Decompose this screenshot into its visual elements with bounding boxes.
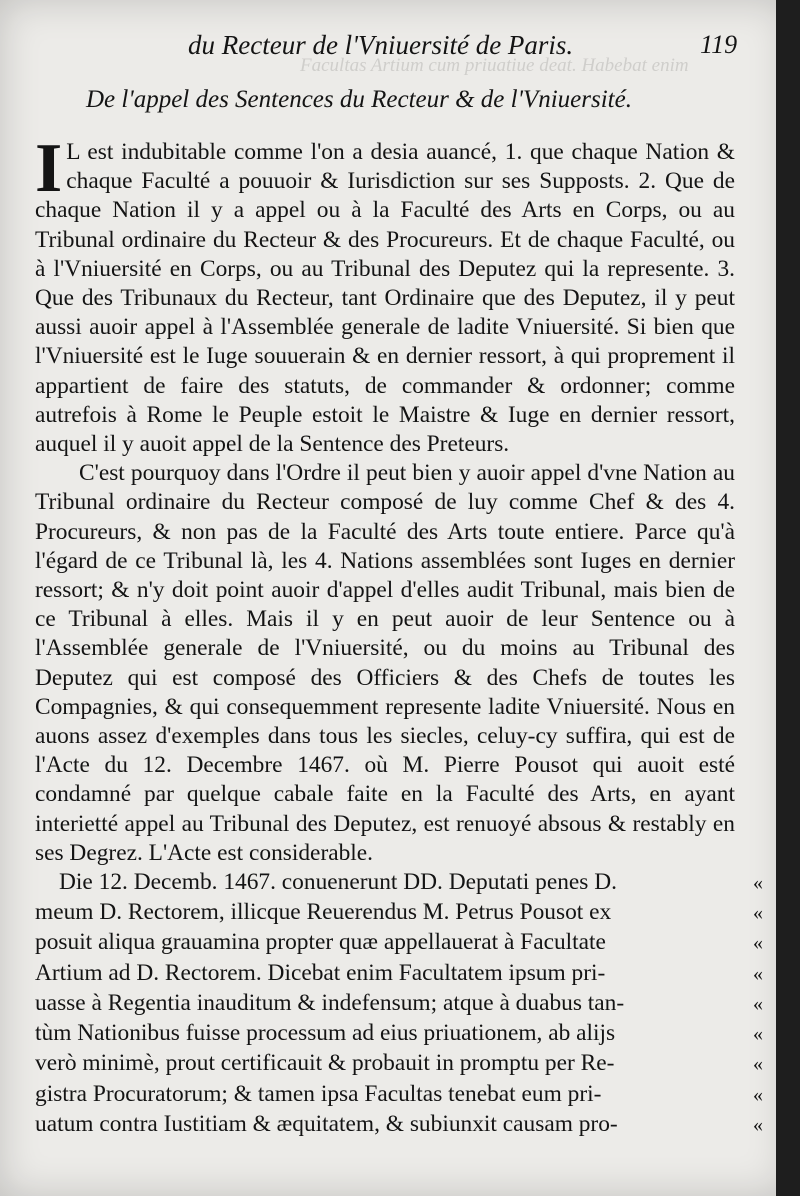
latin-line: posuit aliqua grauamina propter quæ appellauerat à Facultate « <box>35 928 763 958</box>
quote-mark: « <box>753 932 763 955</box>
bleed-through-text: Facultas Artium cum priuatiue deat. Habebat enim <box>300 55 689 76</box>
paragraph-2: C'est pourquoy dans l'Ordre il peut bien y auoir appel d'vne Nation au Tribunal ordinaire du Recteur composé de luy comme Chef & des 4. Procureurs, & non pas de la Faculté des Arts toute entiere. Parce qu'à l'égard de ce Tribunal là, les 4. Nations assemblées sont Iuges en dernier ressort; & n'y doit point auoir d'appel d'elles audit Tribunal, mais bien de ce Tribunal à elles. Mais il y en peut auoir de leur Sentence ou à l'Assemblée generale de l'Vniuersité, ou du moins au Tribunal des Deputez qui est composé des Officiers & des Chefs de toutes les Compagnies, & qui consequemment represente ladite Vniuersité. Nous en auons assez d'exemples dans tous les siecles, celuy-cy suffira, qui est de l'Acte du 12. Decembre 1467. où M. Pierre Pousot qui auoit esté condamné par quelque cabale faite en la Faculté des Arts, en ayant interietté appel au Tribunal des Deputez, est renuoyé absous & restably en ses Degrez. L'Acte est considerable. <box>35 460 735 866</box>
quote-mark: « <box>753 902 763 925</box>
quote-mark: « <box>753 962 763 985</box>
quote-mark: « <box>753 992 763 1015</box>
latin-line: Artium ad D. Rectorem. Dicebat enim Facultatem ipsum pri- « <box>35 959 763 989</box>
main-text <box>35 130 763 1140</box>
latin-line: uatum contra Iustitiam & æquitatem, & subiunxit causam pro- « <box>35 1110 763 1140</box>
quote-mark: « <box>753 1113 763 1136</box>
latin-line: Die 12. Decemb. 1467. conuenerunt DD. Deputati penes D. « <box>35 868 763 898</box>
scan-edge <box>776 0 788 1196</box>
section-title: De l'appel des Sentences du Recteur & de l'Vniuersité. <box>86 86 632 113</box>
quote-mark: « <box>753 1023 763 1046</box>
paragraph-1 <box>35 130 735 459</box>
quote-mark: « <box>753 1053 763 1076</box>
drop-cap: I <box>35 130 63 207</box>
latin-line: meum D. Rectorem, illicque Reuerendus M. Petrus Pousot ex « <box>35 898 763 928</box>
quote-mark: « <box>753 872 763 895</box>
latin-line: tùm Nationibus fuisse processum ad eius priuationem, ab alijs « <box>35 1019 763 1049</box>
running-title: du Recteur de l'Vniuersité de Paris. <box>188 30 574 60</box>
latin-line: uasse à Regentia inauditum & indefensum; atque à duabus tan- « <box>35 989 763 1019</box>
paragraph-1-text: L est indubitable comme l'on a desia auancé, 1. que chaque Nation & chaque Faculté a pouuoir & Iurisdiction sur ses Supposts. 2. Que de chaque Nation il y a appel ou à la Faculté des Arts en Corps, ou au Tribunal ordinaire du Recteur & des Procureurs. Et de chaque Faculté, ou à l'Vniuersité en Corps, ou au Tribunal des Deputez qui la represente. 3. Que des Tribunaux du Recteur, tant Ordinaire que des Deputez, il y peut aussi auoir appel à l'Assemblée generale de ladite Vniuersité. Si bien que l'Vniuersité est le Iuge souuerain & en dernier ressort, à qui proprement il appartient de faire des statuts, de commander & ordonner; comme autrefois à Rome le Peuple estoit le Maistre & Iuge en dernier ressort, auquel il y auoit appel de la Sentence des Preteurs. <box>35 139 735 458</box>
latin-line: gistra Procuratorum; & tamen ipsa Facultas tenebat eum pri- « <box>35 1080 763 1110</box>
latin-line: verò minimè, prout certificauit & probauit in promptu per Re- « <box>35 1049 763 1079</box>
quote-mark: « <box>753 1083 763 1106</box>
latin-quotation <box>35 868 763 1140</box>
page-number: 119 <box>700 30 738 59</box>
